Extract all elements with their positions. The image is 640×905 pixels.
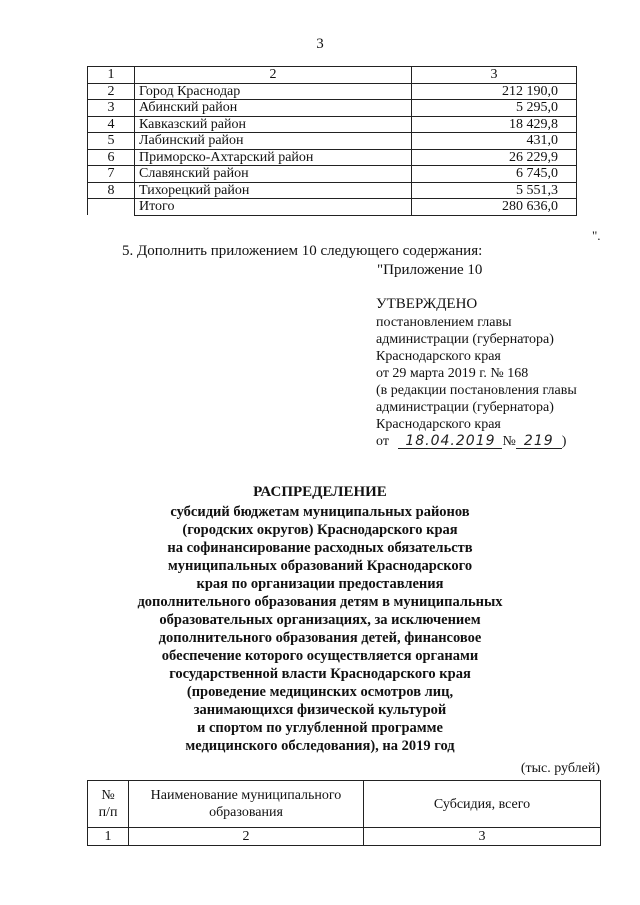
closing-quote-mark: ". bbox=[592, 228, 601, 243]
approval-date-line bbox=[376, 433, 577, 450]
distribution-table bbox=[87, 780, 601, 846]
table-row bbox=[88, 83, 577, 100]
row-number: 2 bbox=[88, 83, 135, 100]
subsidy-value: 26 229,9 bbox=[412, 149, 577, 166]
approval-line: администрации (губернатора) bbox=[376, 400, 554, 415]
approval-line: от 29 марта 2019 г. № 168 bbox=[376, 366, 529, 381]
header-text: п/п bbox=[98, 805, 118, 820]
table-row bbox=[88, 166, 577, 183]
municipality-name: Славянский район bbox=[135, 166, 412, 183]
title-line: государственной власти Краснодарского края bbox=[169, 666, 471, 682]
subsidy-value: 6 745,0 bbox=[412, 166, 577, 183]
from-label: от bbox=[376, 434, 389, 449]
table-row bbox=[88, 149, 577, 166]
title-line: обеспечение которого осуществляется органами bbox=[161, 648, 479, 664]
title-line: (проведение медицинских осмотров лиц, bbox=[186, 684, 454, 700]
title-line: дополнительного образования детей, финансовое bbox=[158, 630, 482, 646]
subsidy-table-continued bbox=[87, 66, 577, 216]
closing-paren: ) bbox=[561, 434, 567, 449]
column-number: 2 bbox=[129, 828, 364, 846]
row-number: 4 bbox=[88, 116, 135, 133]
header-text: № bbox=[101, 788, 115, 803]
subsidy-value: 431,0 bbox=[412, 133, 577, 150]
table-header-row bbox=[88, 781, 601, 828]
amendment-paragraph: 5. Дополнить приложением 10 следующего содержания: bbox=[122, 243, 483, 259]
units-label: (тыс. рублей) bbox=[520, 761, 600, 776]
appendix-label: "Приложение 10 bbox=[377, 262, 483, 278]
header-text: образования bbox=[209, 805, 283, 820]
municipality-name: Город Краснодар bbox=[135, 83, 412, 100]
document-title bbox=[0, 483, 640, 755]
table-header-row bbox=[88, 67, 577, 84]
column-number-row bbox=[88, 828, 601, 846]
approval-block bbox=[376, 296, 577, 450]
table-row bbox=[88, 133, 577, 150]
approval-line: администрации (губернатора) bbox=[376, 332, 554, 347]
subsidy-value: 18 429,8 bbox=[412, 116, 577, 133]
title-line: муниципальных образований Краснодарского bbox=[167, 558, 473, 574]
column-header-name bbox=[129, 781, 364, 828]
total-label: Итого bbox=[135, 199, 412, 216]
column-number: 3 bbox=[364, 828, 601, 846]
title-line: и спортом по углубленной программе bbox=[197, 720, 443, 736]
title-line: субсидий бюджетам муниципальных районов bbox=[170, 504, 470, 520]
total-row-number bbox=[88, 199, 135, 216]
approval-line: постановлением главы bbox=[376, 315, 512, 330]
subsidy-value: 5 551,3 bbox=[412, 182, 577, 199]
handwritten-date: 18.04.2019 bbox=[398, 434, 502, 449]
title-line: дополнительного образования детям в муниципальных bbox=[137, 594, 503, 610]
handwritten-number: 219 bbox=[516, 434, 562, 449]
title-line: медицинского обследования), на 2019 год bbox=[185, 738, 455, 754]
title-line: образовательных организациях, за исключением bbox=[159, 612, 481, 628]
header-col-3: 3 bbox=[412, 67, 577, 84]
subsidy-value: 212 190,0 bbox=[412, 83, 577, 100]
table-row bbox=[88, 100, 577, 117]
row-number: 7 bbox=[88, 166, 135, 183]
page-number: 3 bbox=[316, 36, 324, 52]
approval-line: Краснодарского края bbox=[376, 417, 501, 432]
title-heading: РАСПРЕДЕЛЕНИЕ bbox=[253, 484, 387, 500]
table-row bbox=[88, 182, 577, 199]
row-number: 3 bbox=[88, 100, 135, 117]
municipality-name: Абинский район bbox=[135, 100, 412, 117]
municipality-name: Лабинский район bbox=[135, 133, 412, 150]
header-col-1: 1 bbox=[88, 67, 135, 84]
row-number: 6 bbox=[88, 149, 135, 166]
header-text: Наименование муниципального bbox=[150, 788, 342, 803]
approval-heading: УТВЕРЖДЕНО bbox=[376, 296, 478, 312]
title-line: занимающихся физической культурой bbox=[193, 702, 447, 718]
row-number: 5 bbox=[88, 133, 135, 150]
municipality-name: Кавказский район bbox=[135, 116, 412, 133]
number-sign: № bbox=[502, 434, 516, 449]
approval-line: Краснодарского края bbox=[376, 349, 501, 364]
municipality-name: Тихорецкий район bbox=[135, 182, 412, 199]
column-header-subsidy: Субсидия, всего bbox=[364, 781, 601, 828]
municipality-name: Приморско-Ахтарский район bbox=[135, 149, 412, 166]
total-row bbox=[88, 199, 577, 216]
column-number: 1 bbox=[88, 828, 129, 846]
title-line: на софинансирование расходных обязательств bbox=[167, 540, 473, 556]
title-line: (городских округов) Краснодарского края bbox=[182, 522, 458, 538]
row-number: 8 bbox=[88, 182, 135, 199]
column-header-number bbox=[88, 781, 129, 828]
table-row bbox=[88, 116, 577, 133]
approval-line: (в редакции постановления главы bbox=[376, 383, 577, 398]
total-value: 280 636,0 bbox=[412, 199, 577, 216]
header-col-2: 2 bbox=[135, 67, 412, 84]
title-line: края по организации предоставления bbox=[196, 576, 444, 592]
subsidy-value: 5 295,0 bbox=[412, 100, 577, 117]
